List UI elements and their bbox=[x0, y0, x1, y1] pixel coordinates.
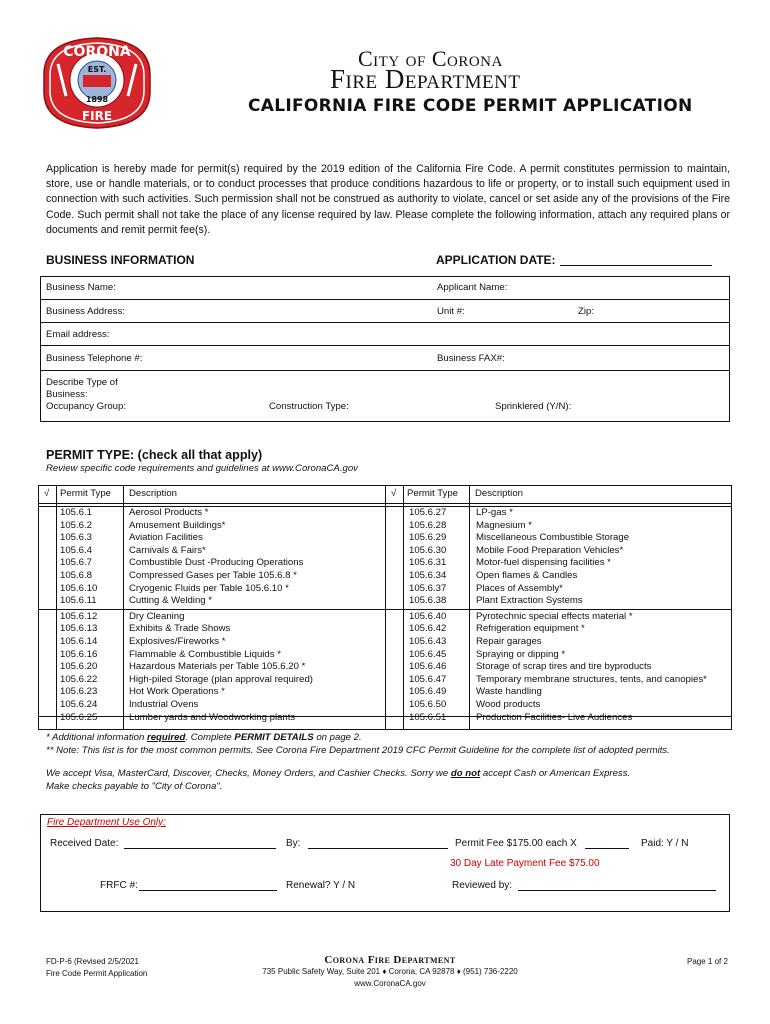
permit-code: 105.6.3 bbox=[60, 532, 93, 544]
permit-description: Hot Work Operations * bbox=[129, 686, 225, 698]
form-number: FD-P-6 (Revised 2/5/2021 bbox=[46, 957, 139, 966]
permit-checkbox[interactable] bbox=[41, 557, 55, 569]
permit-checkbox[interactable] bbox=[41, 623, 55, 635]
permit-description: Magnesium * bbox=[476, 519, 532, 531]
business-row-name bbox=[41, 277, 729, 300]
form-name: Fire Code Permit Application bbox=[46, 969, 148, 978]
footer-form-info bbox=[46, 956, 147, 980]
corona-fire-logo bbox=[36, 34, 158, 130]
permit-checkbox[interactable] bbox=[388, 595, 402, 607]
permit-code: 105.6.12 bbox=[60, 610, 98, 622]
permit-description: Refrigeration equipment * bbox=[476, 623, 585, 635]
application-date-line[interactable] bbox=[560, 254, 712, 266]
business-name-field[interactable]: Business Name: bbox=[46, 282, 116, 293]
permit-code: 105.6.1 bbox=[60, 507, 93, 518]
by-label: By: bbox=[286, 838, 301, 849]
permit-code: 105.6.37 bbox=[409, 582, 447, 594]
permit-description: High-piled Storage (plan approval required) bbox=[129, 673, 313, 685]
permit-code: 105.6.22 bbox=[60, 673, 98, 685]
permit-description: Dry Cleaning bbox=[129, 610, 185, 622]
logo-top-text: CORONA bbox=[63, 44, 131, 60]
late-fee-notice: 30 Day Late Payment Fee $75.00 bbox=[450, 858, 600, 869]
by-line[interactable] bbox=[308, 848, 448, 849]
permit-code: 105.6.10 bbox=[60, 582, 98, 594]
permit-description: Mobile Food Preparation Vehicles* bbox=[476, 544, 624, 556]
permit-checkbox[interactable] bbox=[388, 611, 402, 623]
permit-checkbox[interactable] bbox=[41, 661, 55, 673]
permit-code: 105.6.38 bbox=[409, 595, 447, 607]
permit-code: 105.6.25 bbox=[60, 711, 98, 723]
footer-website[interactable]: www.CoronaCA.gov bbox=[354, 979, 426, 988]
permit-description: Combustible Dust -Producing Operations bbox=[129, 557, 304, 569]
permit-description: Places of Assembly* bbox=[476, 582, 563, 594]
reviewed-by-line[interactable] bbox=[518, 890, 716, 891]
permit-code: 105.6.4 bbox=[60, 544, 93, 556]
permit-code: 105.6.8 bbox=[60, 570, 93, 581]
permit-description: Hazardous Materials per Table 105.6.20 * bbox=[129, 661, 306, 673]
permit-description: Plant Extraction Systems bbox=[476, 595, 583, 607]
note-common-permits: ** Note: This list is for the most common permits. See Corona Fire Department 2019 CFC Permit Guideline for the complete list of adopted permits. bbox=[46, 745, 670, 756]
business-row-email bbox=[41, 323, 729, 346]
check-column-header-left: √ bbox=[44, 488, 50, 499]
description-header-left: Description bbox=[129, 488, 177, 499]
business-address-field[interactable]: Business Address: bbox=[46, 306, 125, 317]
note-additional-info: * Additional information required. Complete PERMIT DETAILS on page 2. bbox=[46, 732, 362, 743]
logo-bottom-text: FIRE bbox=[81, 109, 113, 123]
permit-description: Aerosol Products * bbox=[129, 507, 209, 518]
permit-code: 105.6.42 bbox=[409, 623, 447, 635]
permit-code: 105.6.50 bbox=[409, 699, 447, 710]
applicant-name-field[interactable]: Applicant Name: bbox=[437, 282, 508, 293]
col-divider bbox=[123, 486, 124, 729]
permit-checkbox[interactable] bbox=[388, 520, 402, 532]
business-row-address bbox=[41, 300, 729, 323]
office-use-box bbox=[40, 814, 730, 912]
permit-checkbox[interactable] bbox=[41, 674, 55, 686]
permit-checkbox[interactable] bbox=[388, 636, 402, 648]
permit-code: 105.6.47 bbox=[409, 673, 447, 685]
footer-address: 735 Public Safety Way, Suite 201 ♦ Corona, CA 92878 ♦ (951) 736-2220 bbox=[262, 967, 518, 976]
permit-code: 105.6.30 bbox=[409, 544, 447, 556]
permit-code: 105.6.28 bbox=[409, 519, 447, 531]
construction-type-field[interactable]: Construction Type: bbox=[269, 401, 349, 412]
application-date-field[interactable] bbox=[436, 253, 712, 267]
permit-code: 105.6.16 bbox=[60, 648, 98, 660]
permit-fee-count-line[interactable] bbox=[585, 848, 629, 849]
permit-description: Open flames & Candles bbox=[476, 570, 578, 581]
frfc-label: FRFC #: bbox=[100, 880, 138, 891]
check-column-header-right: √ bbox=[391, 488, 397, 499]
business-row-phone bbox=[41, 346, 729, 371]
permit-checkbox[interactable] bbox=[41, 611, 55, 623]
permit-type-heading: PERMIT TYPE: (check all that apply) bbox=[46, 448, 263, 462]
permit-code: 105.6.13 bbox=[60, 623, 98, 635]
permit-checkbox[interactable] bbox=[388, 649, 402, 661]
permit-description: Flammable & Combustible Liquids * bbox=[129, 648, 281, 660]
permit-code: 105.6.24 bbox=[60, 699, 98, 710]
office-use-title: Fire Department Use Only: bbox=[47, 817, 166, 828]
permit-description: Miscellaneous Combustible Storage bbox=[476, 532, 630, 544]
received-date-label: Received Date: bbox=[50, 838, 119, 849]
permit-checkbox[interactable] bbox=[41, 686, 55, 698]
permit-type-subheading: Review specific code requirements and guidelines at www.CoronaCA.gov bbox=[46, 463, 358, 474]
permit-description: Temporary membrane structures, tents, and canopies* bbox=[476, 673, 707, 685]
permit-checkbox[interactable] bbox=[388, 623, 402, 635]
permit-code: 105.6.20 bbox=[60, 661, 98, 673]
occupancy-group-field[interactable]: Occupancy Group: bbox=[46, 401, 126, 412]
footer-center bbox=[200, 954, 580, 990]
permit-code: 105.6.27 bbox=[409, 507, 447, 518]
permit-code: 105.6.45 bbox=[409, 648, 447, 660]
permit-code: 105.6.7 bbox=[60, 557, 93, 569]
permit-type-table bbox=[38, 485, 732, 730]
business-info-box bbox=[40, 276, 730, 422]
permit-description: Explosives/Fireworks * bbox=[129, 636, 226, 647]
permit-code: 105.6.49 bbox=[409, 686, 447, 698]
permit-checkbox[interactable] bbox=[388, 545, 402, 557]
permit-checkbox[interactable] bbox=[388, 583, 402, 595]
permit-code: 105.6.31 bbox=[409, 557, 447, 569]
permit-description: Cutting & Welding * bbox=[129, 595, 213, 607]
application-title: CALIFORNIA FIRE CODE PERMIT APPLICATION bbox=[248, 96, 693, 116]
permit-type-header-left: Permit Type bbox=[60, 488, 112, 499]
telephone-field[interactable]: Business Telephone #: bbox=[46, 353, 143, 364]
permit-code: 105.6.11 bbox=[60, 595, 97, 607]
permit-checkbox[interactable] bbox=[388, 699, 402, 711]
city-title: City of Corona bbox=[358, 46, 503, 71]
permit-checkbox[interactable] bbox=[41, 649, 55, 661]
col-divider bbox=[403, 486, 404, 729]
notes-block bbox=[46, 731, 670, 757]
col-divider bbox=[469, 486, 470, 729]
permit-checkbox[interactable] bbox=[41, 507, 55, 519]
business-type-field[interactable]: Describe Type of Business: bbox=[46, 377, 118, 400]
permit-checkbox[interactable] bbox=[41, 545, 55, 557]
permit-description: Waste handling bbox=[476, 686, 542, 698]
permit-code: 105.6.14 bbox=[60, 636, 98, 647]
business-row-type bbox=[41, 371, 729, 422]
permit-code: 105.6.43 bbox=[409, 636, 447, 647]
permit-checkbox[interactable] bbox=[388, 570, 402, 582]
payment-methods: We accept Visa, MasterCard, Discover, Checks, Money Orders, and Cashier Checks. Sorry we do not accept Cash or American Express. bbox=[46, 768, 631, 779]
permit-checkbox[interactable] bbox=[41, 532, 55, 544]
permit-description: Storage of scrap tires and tire byproducts bbox=[476, 661, 652, 673]
permit-description: Aviation Facilities bbox=[129, 532, 203, 544]
description-header-right: Description bbox=[475, 488, 523, 499]
fax-field[interactable]: Business FAX#: bbox=[437, 353, 505, 364]
logo-year-text: 1898 bbox=[85, 95, 109, 104]
received-date-line[interactable] bbox=[124, 848, 276, 849]
footer-department: Corona Fire Department bbox=[324, 954, 456, 966]
permit-description: Wood products bbox=[476, 699, 541, 710]
group-divider bbox=[39, 609, 731, 610]
intro-paragraph: Application is hereby made for permit(s) required by the 2019 edition of the California Fire Code. A permit constitutes permission to maintain, store, use or handle materials, or to conduct processes that produce conditions hazardous to life or property, or to install such equipment used in connection with such activities. Such permission shall not be construed as authority to violate, cancel or set aside any of the provisions of the Fire Code. Such permit shall not take the place of any license required by law. Please complete the following information, attach any required plans or documents and remit permit fee(s). bbox=[46, 163, 730, 236]
payment-info bbox=[46, 767, 630, 793]
permit-description: Cryogenic Fluids per Table 105.6.10 * bbox=[129, 582, 289, 594]
department-title: Fire Department bbox=[330, 64, 521, 94]
permit-code: 105.6.23 bbox=[60, 686, 98, 698]
permit-checkbox[interactable] bbox=[41, 583, 55, 595]
email-field[interactable]: Email address: bbox=[46, 329, 110, 340]
permit-description: Pyrotechnic special effects material * bbox=[476, 610, 633, 622]
permit-description: Carnivals & Fairs* bbox=[129, 544, 206, 556]
permit-code: 105.6.51 bbox=[409, 711, 447, 723]
permit-checkbox[interactable] bbox=[388, 674, 402, 686]
payable-to: Make checks payable to "City of Corona". bbox=[46, 781, 223, 792]
page-number: Page 1 of 2 bbox=[687, 957, 728, 966]
application-date-label: APPLICATION DATE: bbox=[436, 253, 556, 267]
permit-code: 105.6.29 bbox=[409, 532, 447, 544]
permit-description: Exhibits & Trade Shows bbox=[129, 623, 231, 635]
permit-description: Production Facilities- Live Audiences bbox=[476, 711, 633, 723]
permit-description: Lumber yards and Woodworking plants bbox=[129, 711, 296, 723]
permit-code: 105.6.2 bbox=[60, 519, 93, 531]
permit-checkbox[interactable] bbox=[388, 557, 402, 569]
permit-checkbox[interactable] bbox=[41, 636, 55, 648]
permit-description: Industrial Ovens bbox=[129, 699, 199, 710]
permit-checkbox[interactable] bbox=[388, 661, 402, 673]
permit-checkbox[interactable] bbox=[41, 595, 55, 607]
permit-description: Compressed Gases per Table 105.6.8 * bbox=[129, 570, 297, 581]
permit-checkbox[interactable] bbox=[41, 570, 55, 582]
permit-fee-label: Permit Fee $175.00 each X bbox=[455, 838, 577, 849]
header-divider bbox=[39, 503, 731, 504]
permit-checkbox[interactable] bbox=[41, 712, 55, 724]
permit-code: 105.6.34 bbox=[409, 570, 447, 581]
permit-checkbox[interactable] bbox=[41, 520, 55, 532]
permit-description: Repair garages bbox=[476, 636, 542, 647]
permit-description: Amusement Buildings* bbox=[129, 519, 226, 531]
reviewed-by-label: Reviewed by: bbox=[452, 880, 513, 891]
permit-description: Motor-fuel dispensing facilities * bbox=[476, 557, 611, 569]
permit-type-header-right: Permit Type bbox=[407, 488, 459, 499]
permit-description: LP-gas * bbox=[476, 507, 513, 518]
sprinklered-field[interactable]: Sprinklered (Y/N): bbox=[495, 401, 572, 412]
renewal-yn[interactable]: Renewal? Y / N bbox=[286, 880, 356, 891]
col-divider bbox=[56, 486, 57, 729]
logo-est-text: EST. bbox=[87, 65, 107, 74]
permit-checkbox[interactable] bbox=[388, 507, 402, 519]
unit-field[interactable]: Unit #: bbox=[437, 306, 465, 317]
zip-field[interactable]: Zip: bbox=[578, 306, 594, 317]
permit-checkbox[interactable] bbox=[388, 686, 402, 698]
business-info-heading: BUSINESS INFORMATION bbox=[46, 253, 195, 267]
permit-code: 105.6.46 bbox=[409, 661, 447, 673]
paid-yn[interactable]: Paid: Y / N bbox=[641, 838, 689, 849]
permit-code: 105.6.40 bbox=[409, 610, 447, 622]
permit-checkbox[interactable] bbox=[388, 712, 402, 724]
frfc-line[interactable] bbox=[139, 890, 277, 891]
permit-checkbox[interactable] bbox=[388, 532, 402, 544]
col-divider bbox=[385, 486, 386, 729]
permit-description: Spraying or dipping * bbox=[476, 648, 566, 660]
permit-checkbox[interactable] bbox=[41, 699, 55, 711]
